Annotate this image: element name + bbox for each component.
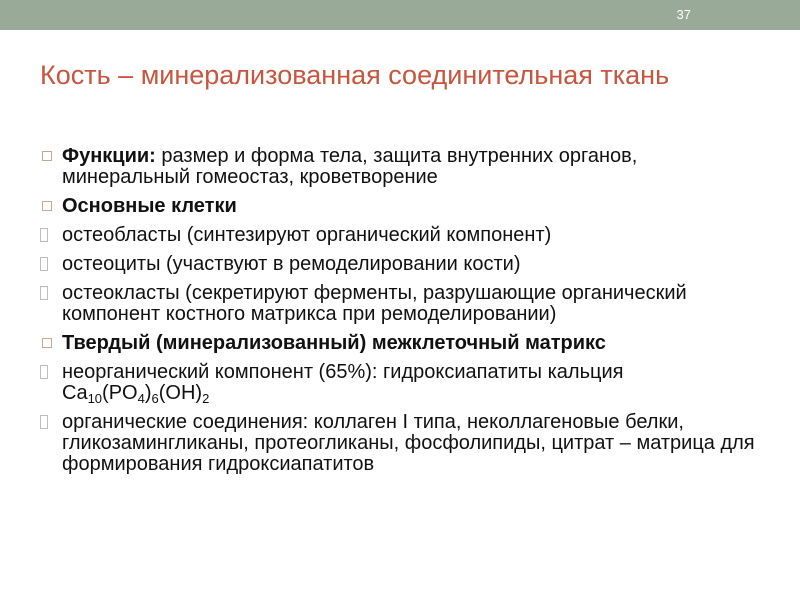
- inorganic-text: неорганический компонент (65%): гидроксиапатиты кальция Ca: [62, 361, 624, 404]
- list-item-osteocytes: [40, 254, 760, 275]
- list-item-osteoblasts: [40, 225, 760, 246]
- cell-text: остеоциты (участвуют в ремоделировании кости): [62, 253, 521, 275]
- top-bar: [0, 0, 800, 30]
- missing-glyph-bullet-icon: [40, 365, 48, 379]
- functions-text: размер и форма тела, защита внутренних органов, минеральный гомеостаз, кроветворение: [62, 145, 638, 188]
- formula-subscript: 6: [151, 391, 159, 406]
- square-bullet-icon: [42, 201, 52, 211]
- missing-glyph-bullet-icon: [40, 415, 48, 429]
- slide-title: Кость – минерализованная соединительная ткань: [40, 60, 670, 90]
- formula-part: (PO: [102, 382, 138, 404]
- list-item-functions: [40, 146, 760, 188]
- slide-number: 37: [676, 7, 691, 22]
- list-item-matrix-heading: [40, 333, 760, 354]
- formula-subscript: 10: [87, 391, 103, 406]
- list-item-organic: [40, 412, 760, 475]
- functions-label: Функции:: [62, 145, 156, 167]
- missing-glyph-bullet-icon: [40, 257, 48, 271]
- formula-subscript: 2: [202, 391, 210, 406]
- cell-text: остеокласты (секретируют ферменты, разрушающие органический компонент костного матрикса при ремоделировании): [62, 282, 687, 325]
- matrix-heading: Твердый (минерализованный) межклеточный матрикс: [62, 332, 606, 354]
- list-item-cells-heading: [40, 196, 760, 217]
- formula-part: ): [144, 382, 152, 404]
- formula-subscript: 4: [137, 391, 145, 406]
- square-bullet-icon: [42, 151, 52, 161]
- list-item-osteoclasts: [40, 283, 760, 325]
- cell-text: остеобласты (синтезируют органический компонент): [62, 224, 552, 246]
- slide-body: [40, 146, 760, 483]
- missing-glyph-bullet-icon: [40, 228, 48, 242]
- square-bullet-icon: [42, 338, 52, 348]
- list-item-inorganic: [40, 362, 760, 404]
- missing-glyph-bullet-icon: [40, 286, 48, 300]
- organic-text: органические соединения: коллаген I типа, неколлагеновые белки, гликозамингликаны, протеогликаны, фосфолипиды, цитрат – матрица для формирования гидроксиапатитов: [62, 411, 755, 475]
- cells-heading: Основные клетки: [62, 195, 237, 217]
- formula-part: (OH): [158, 382, 203, 404]
